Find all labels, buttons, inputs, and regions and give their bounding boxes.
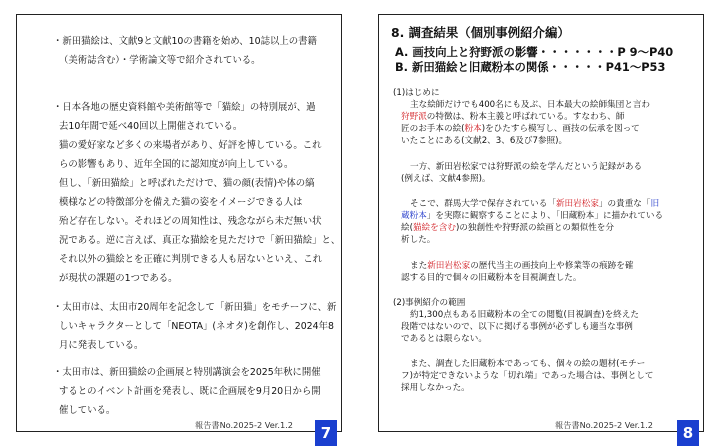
text-run: の特徴は、粉本主義と呼ばれている。すなわち、師 xyxy=(426,112,625,122)
text-line: また、調査した旧蔵粉本であっても、個々の絵の題材(モチー xyxy=(410,359,646,369)
text-line: ・新田猫絵は、文献9と文献10の書籍を始め、10誌以上の書籍 xyxy=(53,36,317,47)
paragraph-scope-note xyxy=(401,309,639,345)
text-line xyxy=(401,123,650,135)
text-line xyxy=(401,210,663,222)
highlight-blue: 蔵粉本 xyxy=(401,211,427,221)
text-line: ・日本各地の歴史資料館や美術館等で「猫絵」の特別展が、過 xyxy=(53,102,316,113)
paragraph-iwamatsu-record xyxy=(401,161,642,185)
text-line: 一方、新田岩松家では狩野派の絵を学んだという記録がある xyxy=(410,162,643,172)
section-heading-scope: (2)事例紹介の範囲 xyxy=(393,298,466,308)
text-line: 採用しなかった。 xyxy=(401,383,470,393)
highlight-red: 猫絵を含む xyxy=(412,223,456,233)
text-run: 絵( xyxy=(401,223,413,233)
slide-page-8 xyxy=(378,14,704,442)
bullet-neota xyxy=(53,298,337,355)
text-line: しいキャラクターとして「NEOTA」(ネオタ)を創作し、2024年8 xyxy=(59,321,334,332)
text-line: 模様などの特徴部分を備えた猫の姿をイメージできる人は xyxy=(59,197,303,208)
text-line: (例えば、文献4参照)。 xyxy=(401,174,491,184)
report-footer: 報告書No.2025-2 Ver.1.2 xyxy=(195,420,293,430)
text-line: らの影響もあり、近年全国的に認知度が向上している。 xyxy=(59,159,294,170)
text-line: フ)が特定できないような「切れ端」であった場合は、事例として xyxy=(401,371,654,381)
text-line xyxy=(401,260,633,272)
text-run: )の独創性や狩野派の絵画との類似性を分 xyxy=(455,223,614,233)
highlight-red: 粉本 xyxy=(464,124,482,134)
text-run: そこで、群馬大学で保存されている「 xyxy=(410,199,556,209)
text-line: それ以外の猫絵とを正確に判別できる人も居ないといえ、これ xyxy=(59,254,323,265)
text-run: )をひたすら模写し、画技の伝承を図って xyxy=(481,124,640,134)
text-run: の歴代当主の画技向上や修業等の痕跡を確 xyxy=(470,261,634,271)
highlight-blue: 旧 xyxy=(650,199,660,209)
text-line: 催している。 xyxy=(59,405,116,416)
text-line: 況である。逆に言えば、真正な猫絵を見ただけで「新田猫絵」と、 xyxy=(59,235,341,246)
text-line: 段階ではないので、以下に掲げる事例が必ずしも適当な事例 xyxy=(401,322,633,332)
highlight-red: 新田岩松家 xyxy=(555,199,599,209)
paragraph-exclusion-note xyxy=(401,358,654,394)
text-line: 認する目的で個々の旧蔵粉本を目視調査した。 xyxy=(401,273,582,283)
paragraph-visual-survey xyxy=(401,260,633,284)
text-line: 月に発表している。 xyxy=(59,340,144,351)
text-run: また xyxy=(410,261,428,271)
page-number-badge: 8 xyxy=(677,420,699,446)
text-line: するとのイベント計画を発表し、既に企画展を9月20日から開 xyxy=(59,386,321,397)
slide-page-7 xyxy=(16,14,342,442)
text-line xyxy=(401,222,663,234)
text-line: ・太田市は、新田猫絵の企画展と特別講演会を2025年秋に開催 xyxy=(53,367,321,378)
text-line: 約1,300点もある旧蔵粉本の全ての閲覧(目視調査)を終えた xyxy=(410,310,639,320)
subsection-a: A. 画技向上と狩野派の影響・・・・・・・P 9～P40 xyxy=(395,45,674,59)
text-run: 」を実際に観察することにより、「旧蔵粉本」に描かれている xyxy=(426,211,664,221)
bullet-events xyxy=(53,363,331,420)
highlight-red: 新田岩松家 xyxy=(427,261,471,271)
text-line: が現状の課題の1つである。 xyxy=(59,273,178,284)
page-title: 8. 調査結果（個別事例紹介編） xyxy=(391,25,570,40)
text-line: 猫の愛好家など多くの来場者があり、好評を博している。これ xyxy=(59,140,322,151)
text-run: 」の貴重な「 xyxy=(598,199,651,209)
page-number-badge: 7 xyxy=(315,420,337,446)
text-line: 但し、「新田猫絵」と呼ばれただけで、猫の顔(表情)や体の縞 xyxy=(59,178,315,189)
bullet-exhibitions xyxy=(53,98,341,288)
text-line: であるとは限らない。 xyxy=(401,334,487,344)
text-line: （美術誌含む）・学術論文等で紹介されている。 xyxy=(59,55,261,66)
subsection-b: B. 新田猫絵と旧蔵粉本の関係・・・・・P41～P53 xyxy=(395,60,666,74)
bullet-citations xyxy=(53,32,331,70)
section-heading-intro: (1)はじめに xyxy=(393,88,440,98)
text-line: 去10年間で延べ40回以上開催されている。 xyxy=(59,121,243,132)
text-line xyxy=(401,111,650,123)
text-run: 匠のお手本の絵( xyxy=(401,124,465,134)
text-line: 殆ど存在しない。それほどの周知性は、残念ながら未だ無い状 xyxy=(59,216,322,227)
text-line: ・太田市は、太田市20周年を記念して「新田猫」をモチーフに、新 xyxy=(53,302,337,313)
text-line xyxy=(401,198,663,210)
paragraph-kano-school xyxy=(401,99,650,147)
text-line: 主な絵師だけでも400名にも及ぶ、日本最大の絵師集団と言わ xyxy=(410,100,651,110)
highlight-red: 狩野派 xyxy=(401,112,427,122)
paragraph-gunma-study xyxy=(401,198,663,246)
text-line: 析した。 xyxy=(401,235,436,245)
text-line: いたことにある(文献2、3、6及び7参照)。 xyxy=(401,136,568,146)
report-footer: 報告書No.2025-2 Ver.1.2 xyxy=(555,420,653,430)
